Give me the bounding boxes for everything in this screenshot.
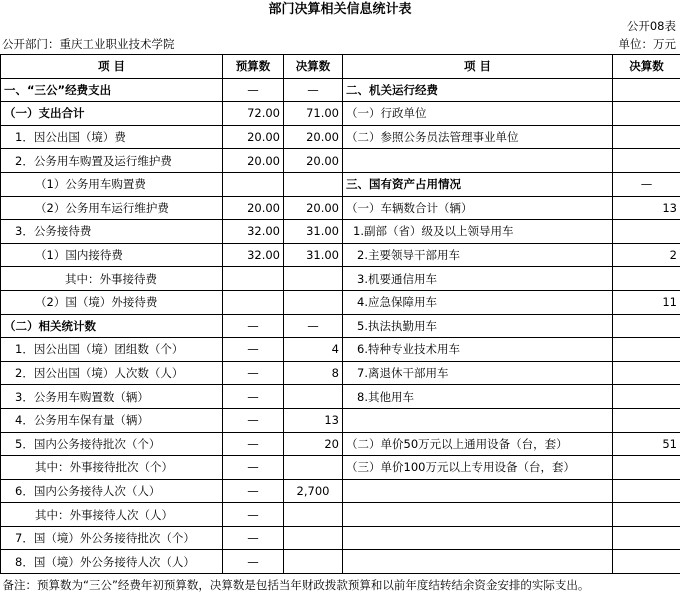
- left-item: 其中：外事接待费: [1, 267, 223, 291]
- right-value: [613, 149, 680, 173]
- right-item: （一）行政单位: [343, 102, 613, 126]
- right-item: 二、机关运行经费: [343, 78, 613, 102]
- table-number: 公开08表: [626, 19, 676, 33]
- table-row: [1, 526, 680, 550]
- final-value: 31.00: [284, 220, 343, 244]
- right-item: 6.特种专业技术用车: [343, 338, 613, 362]
- final-value: —: [284, 314, 343, 338]
- right-item: 1.副部（省）级及以上领导用车: [343, 220, 613, 244]
- left-item: 一、“三公”经费支出: [1, 78, 223, 102]
- final-value: 20.00: [284, 196, 343, 220]
- right-item: [343, 479, 613, 503]
- right-value: 51: [613, 432, 680, 456]
- right-value: [613, 503, 680, 527]
- right-item: [343, 149, 613, 173]
- table-row: [1, 361, 680, 385]
- header-final-right: 决算数: [613, 55, 680, 79]
- budget-value: —: [223, 432, 284, 456]
- table-row: [1, 102, 680, 126]
- right-value: [613, 526, 680, 550]
- left-item: 1．因公出国（境）团组数（个）: [1, 338, 223, 362]
- header-item-right: 项 目: [343, 55, 613, 79]
- left-item: 3．公务用车购置数（辆）: [1, 385, 223, 409]
- right-item: [343, 408, 613, 432]
- table-row: [1, 196, 680, 220]
- final-value: [284, 526, 343, 550]
- final-value: 13: [284, 408, 343, 432]
- right-item: （二）参照公务员法管理事业单位: [343, 125, 613, 149]
- table-row: [1, 338, 680, 362]
- budget-value: —: [223, 456, 284, 480]
- right-item: 3.机要通信用车: [343, 267, 613, 291]
- right-value: 11: [613, 290, 680, 314]
- right-item: 5.执法执勤用车: [343, 314, 613, 338]
- unit-label: 单位：万元: [618, 37, 676, 51]
- table-row: [1, 172, 680, 196]
- budget-value: 32.00: [223, 243, 284, 267]
- table-row: [1, 550, 680, 574]
- table-row: [1, 479, 680, 503]
- header-budget: 预算数: [223, 55, 284, 79]
- left-item: 2．公务用车购置及运行维护费: [1, 149, 223, 173]
- budget-value: —: [223, 314, 284, 338]
- right-value: [613, 102, 680, 126]
- right-item: （三）单价100万元以上专用设备（台，套）: [343, 456, 613, 480]
- final-value: 20.00: [284, 149, 343, 173]
- table-row: [1, 503, 680, 527]
- budget-value: —: [223, 550, 284, 574]
- right-item: [343, 503, 613, 527]
- right-item: （一）车辆数合计（辆）: [343, 196, 613, 220]
- table-row: [1, 78, 680, 102]
- table-row: [1, 290, 680, 314]
- budget-value: [223, 267, 284, 291]
- final-value: [284, 172, 343, 196]
- right-item: 2.主要领导干部用车: [343, 243, 613, 267]
- left-item: 6．国内公务接待人次（人）: [1, 479, 223, 503]
- budget-value: [223, 172, 284, 196]
- budget-value: —: [223, 408, 284, 432]
- budget-value: 20.00: [223, 125, 284, 149]
- left-item: 7．国（境）外公务接待批次（个）: [1, 526, 223, 550]
- right-value: [613, 125, 680, 149]
- right-value: [613, 314, 680, 338]
- left-item: 4．公务用车保有量（辆）: [1, 408, 223, 432]
- right-value: [613, 456, 680, 480]
- right-value: 2: [613, 243, 680, 267]
- final-value: [284, 385, 343, 409]
- table-header-row: [1, 55, 680, 79]
- header-final-left: 决算数: [284, 55, 343, 79]
- department-label: 公开部门：重庆工业职业技术学院: [2, 37, 175, 51]
- final-value: [284, 267, 343, 291]
- right-value: [613, 361, 680, 385]
- right-value: [613, 385, 680, 409]
- right-value: 13: [613, 196, 680, 220]
- budget-value: 20.00: [223, 149, 284, 173]
- right-value: [613, 479, 680, 503]
- right-item: 三、国有资产占用情况: [343, 172, 613, 196]
- budget-value: —: [223, 503, 284, 527]
- statistics-table: [0, 54, 680, 597]
- right-value: [613, 267, 680, 291]
- right-value: [613, 550, 680, 574]
- table-row: [1, 125, 680, 149]
- right-item: （二）单价50万元以上通用设备（台，套）: [343, 432, 613, 456]
- final-value: 20.00: [284, 125, 343, 149]
- left-item: （一）支出合计: [1, 102, 223, 126]
- budget-value: 20.00: [223, 196, 284, 220]
- note-text: 备注：预算数为“三公”经费年初预算数，决算数是包括当年财政拨款预算和以前年度结转结余资金安排的实际支出。: [1, 574, 680, 597]
- budget-value: —: [223, 526, 284, 550]
- table-row: [1, 243, 680, 267]
- budget-value: 72.00: [223, 102, 284, 126]
- left-item: （二）相关统计数: [1, 314, 223, 338]
- right-value: [613, 78, 680, 102]
- final-value: 4: [284, 338, 343, 362]
- report-title: 部门决算相关信息统计表: [268, 2, 412, 17]
- right-item: 8.其他用车: [343, 385, 613, 409]
- final-value: [284, 503, 343, 527]
- left-item: 2．因公出国（境）人次数（人）: [1, 361, 223, 385]
- budget-value: 32.00: [223, 220, 284, 244]
- budget-value: [223, 290, 284, 314]
- left-item: 其中：外事接待批次（个）: [1, 456, 223, 480]
- right-item: [343, 526, 613, 550]
- final-value: [284, 290, 343, 314]
- final-value: [284, 456, 343, 480]
- left-item: 1．因公出国（境）费: [1, 125, 223, 149]
- final-value: [284, 550, 343, 574]
- final-value: 71.00: [284, 102, 343, 126]
- table-row: [1, 385, 680, 409]
- left-item: 其中：外事接待人次（人）: [1, 503, 223, 527]
- budget-value: —: [223, 78, 284, 102]
- table-row: [1, 220, 680, 244]
- left-item: （2）国（境）外接待费: [1, 290, 223, 314]
- left-item: 5．国内公务接待批次（个）: [1, 432, 223, 456]
- right-item: [343, 550, 613, 574]
- table-row: [1, 149, 680, 173]
- right-value: [613, 338, 680, 362]
- final-value: —: [284, 78, 343, 102]
- final-value: 20: [284, 432, 343, 456]
- header-item-left: 项 目: [1, 55, 223, 79]
- table-row: [1, 267, 680, 291]
- table-row: [1, 408, 680, 432]
- left-item: （1）公务用车购置费: [1, 172, 223, 196]
- left-item: 8．国（境）外公务接待人次（人）: [1, 550, 223, 574]
- left-item: （1）国内接待费: [1, 243, 223, 267]
- budget-value: —: [223, 479, 284, 503]
- table-row: [1, 456, 680, 480]
- final-value: 8: [284, 361, 343, 385]
- left-item: （2）公务用车运行维护费: [1, 196, 223, 220]
- right-item: 7.离退休干部用车: [343, 361, 613, 385]
- table-row: [1, 314, 680, 338]
- budget-value: —: [223, 385, 284, 409]
- right-value: —: [613, 172, 680, 196]
- right-value: [613, 408, 680, 432]
- budget-value: —: [223, 361, 284, 385]
- final-value: 31.00: [284, 243, 343, 267]
- budget-value: —: [223, 338, 284, 362]
- final-value: 2,700: [284, 479, 343, 503]
- table-row: [1, 432, 680, 456]
- right-value: [613, 220, 680, 244]
- note-row: [1, 574, 680, 597]
- left-item: 3．公务接待费: [1, 220, 223, 244]
- right-item: 4.应急保障用车: [343, 290, 613, 314]
